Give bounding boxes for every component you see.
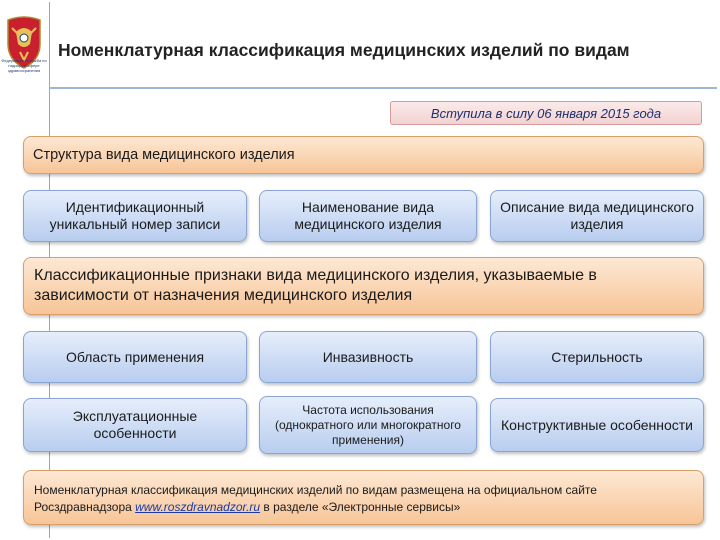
website-link[interactable]: www.roszdravnadzor.ru [135,500,261,514]
feature-operational: Эксплуатационные особенности [23,398,247,452]
structure-heading: Структура вида медицинского изделия [33,147,295,163]
feature-invasiveness: Инвазивность [259,331,477,383]
page-title: Номенклатурная классификация медицинских изделий по видам [58,40,630,60]
footer-text-after: в разделе «Электронные сервисы» [260,500,461,514]
feature-usage-frequency: Частота использования (однократного или многократного применения) [259,396,477,454]
feature-application-area: Область применения [23,331,247,383]
footer-note-bar [23,470,704,525]
feature-construction: Конструктивные особенности [490,398,704,452]
logo-caption: Федеральная служба по надзору в сфере здравоохранения [1,58,47,73]
features-heading: Классификационные признаки вида медицинского изделия, указываемые в зависимости от назначения медицинского изделия [34,267,597,304]
effective-date-badge: Вступила в силу 06 января 2015 года [390,101,702,125]
features-heading-bar [23,257,704,315]
structure-heading-bar [23,136,704,174]
structure-item-id: Идентификационный уникальный номер записи [23,190,247,242]
footer-text-before: Номенклатурная классификация медицинских изделий по видам размещена на официальном сайте Росздравнадзора [34,483,597,514]
structure-item-name: Наименование вида медицинского изделия [259,190,477,242]
feature-sterility: Стерильность [490,331,704,383]
structure-item-description: Описание вида медицинского изделия [490,190,704,242]
title-underline [49,87,717,89]
